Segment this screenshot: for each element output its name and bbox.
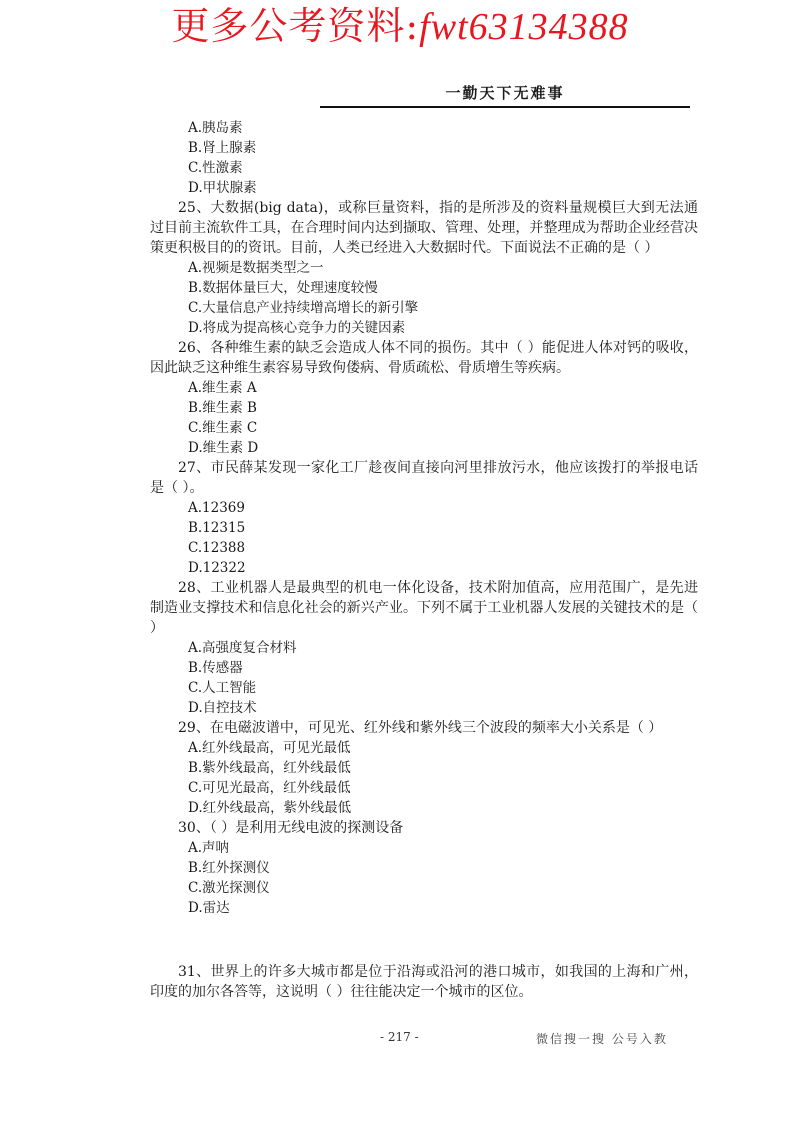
answer-option: D.自控技术 [188,700,257,716]
banner-text: 更多公考资料: [171,4,420,48]
question-text: 29、在电磁波谱中，可见光、红外线和紫外线三个波段的频率大小关系是（ ） [178,720,663,736]
answer-option: A.视频是数据类型之一 [188,260,324,276]
header-divider [320,106,690,108]
answer-option: D.维生素 D [188,440,259,456]
answer-option: C.激光探测仪 [188,880,270,896]
answer-option: D.将成为提高核心竞争力的关键因素 [188,320,406,336]
answer-option: C.大量信息产业持续增高增长的新引擎 [188,300,419,316]
answer-option: A.12369 [188,500,245,516]
answer-option: D.红外线最高，紫外线最低 [188,800,352,816]
answer-option: C.可见光最高，红外线最低 [188,780,351,796]
answer-option: B.红外探测仪 [188,860,270,876]
promo-banner [0,2,800,51]
answer-option: B.肾上腺素 [188,140,257,156]
question-text: 28、工业机器人是最典型的机电一体化设备，技术附加值高，应用范围广，是先进制造业支撑技术和信息化社会的新兴产业。下列不属于工业机器人发展的关键技术的是（ ） [150,580,698,636]
answer-option: C.人工智能 [188,680,257,696]
answer-option: A.维生素 A [188,380,257,396]
answer-option: C.维生素 C [188,420,258,436]
question-text: 30、（ ）是利用无线电波的探测设备 [178,820,404,836]
answer-option: C.性激素 [188,160,243,176]
answer-option: A.胰岛素 [188,120,243,136]
banner-code: fwt63134388 [419,6,629,48]
question-text: 25、大数据(big data)，或称巨量资料，指的是所涉及的资料量规模巨大到无法通过目前主流软件工具，在合理时间内达到撷取、管理、处理，并整理成为帮助企业经营决策更积极目的的资讯。目前，人类已经进入大数据时代。下面说法不正确的是（ ） [150,200,698,256]
answer-option: B.传感器 [188,660,243,676]
answer-option: B.数据体量巨大，处理速度较慢 [188,280,378,296]
answer-option: D.雷达 [188,900,230,916]
page-header-title: 一勤天下无难事 [445,84,565,102]
answer-option: B.维生素 B [188,400,257,416]
question-text: 27、市民薛某发现一家化工厂趁夜间直接向河里排放污水，他应该拨打的举报电话是（ ）。 [150,460,698,496]
question-text: 31、世界上的许多大城市都是位于沿海或沿河的港口城市，如我国的上海和广州，印度的加尔各答等，这说明（ ）往往能决定一个城市的区位。 [150,964,698,1000]
answer-option: A.声呐 [188,840,230,856]
answer-option: B.12315 [188,520,246,536]
answer-option: A.高强度复合材料 [188,640,297,656]
answer-option: B.紫外线最高，红外线最低 [188,760,351,776]
page-number: - 217 - [380,1030,419,1044]
question-text: 26、各种维生素的缺乏会造成人体不同的损伤。其中（ ）能促进人体对钙的吸收，因此缺乏这种维生素容易导致佝偻病、骨质疏松、骨质增生等疾病。 [150,340,698,376]
spacer [150,918,698,962]
footer-watermark: 微信搜一搜 公号入教 [536,1032,668,1046]
answer-option: A.红外线最高，可见光最低 [188,740,351,756]
question-content [150,118,698,1002]
answer-option: D.12322 [188,560,246,576]
answer-option: C.12388 [188,540,246,556]
answer-option: D.甲状腺素 [188,180,257,196]
